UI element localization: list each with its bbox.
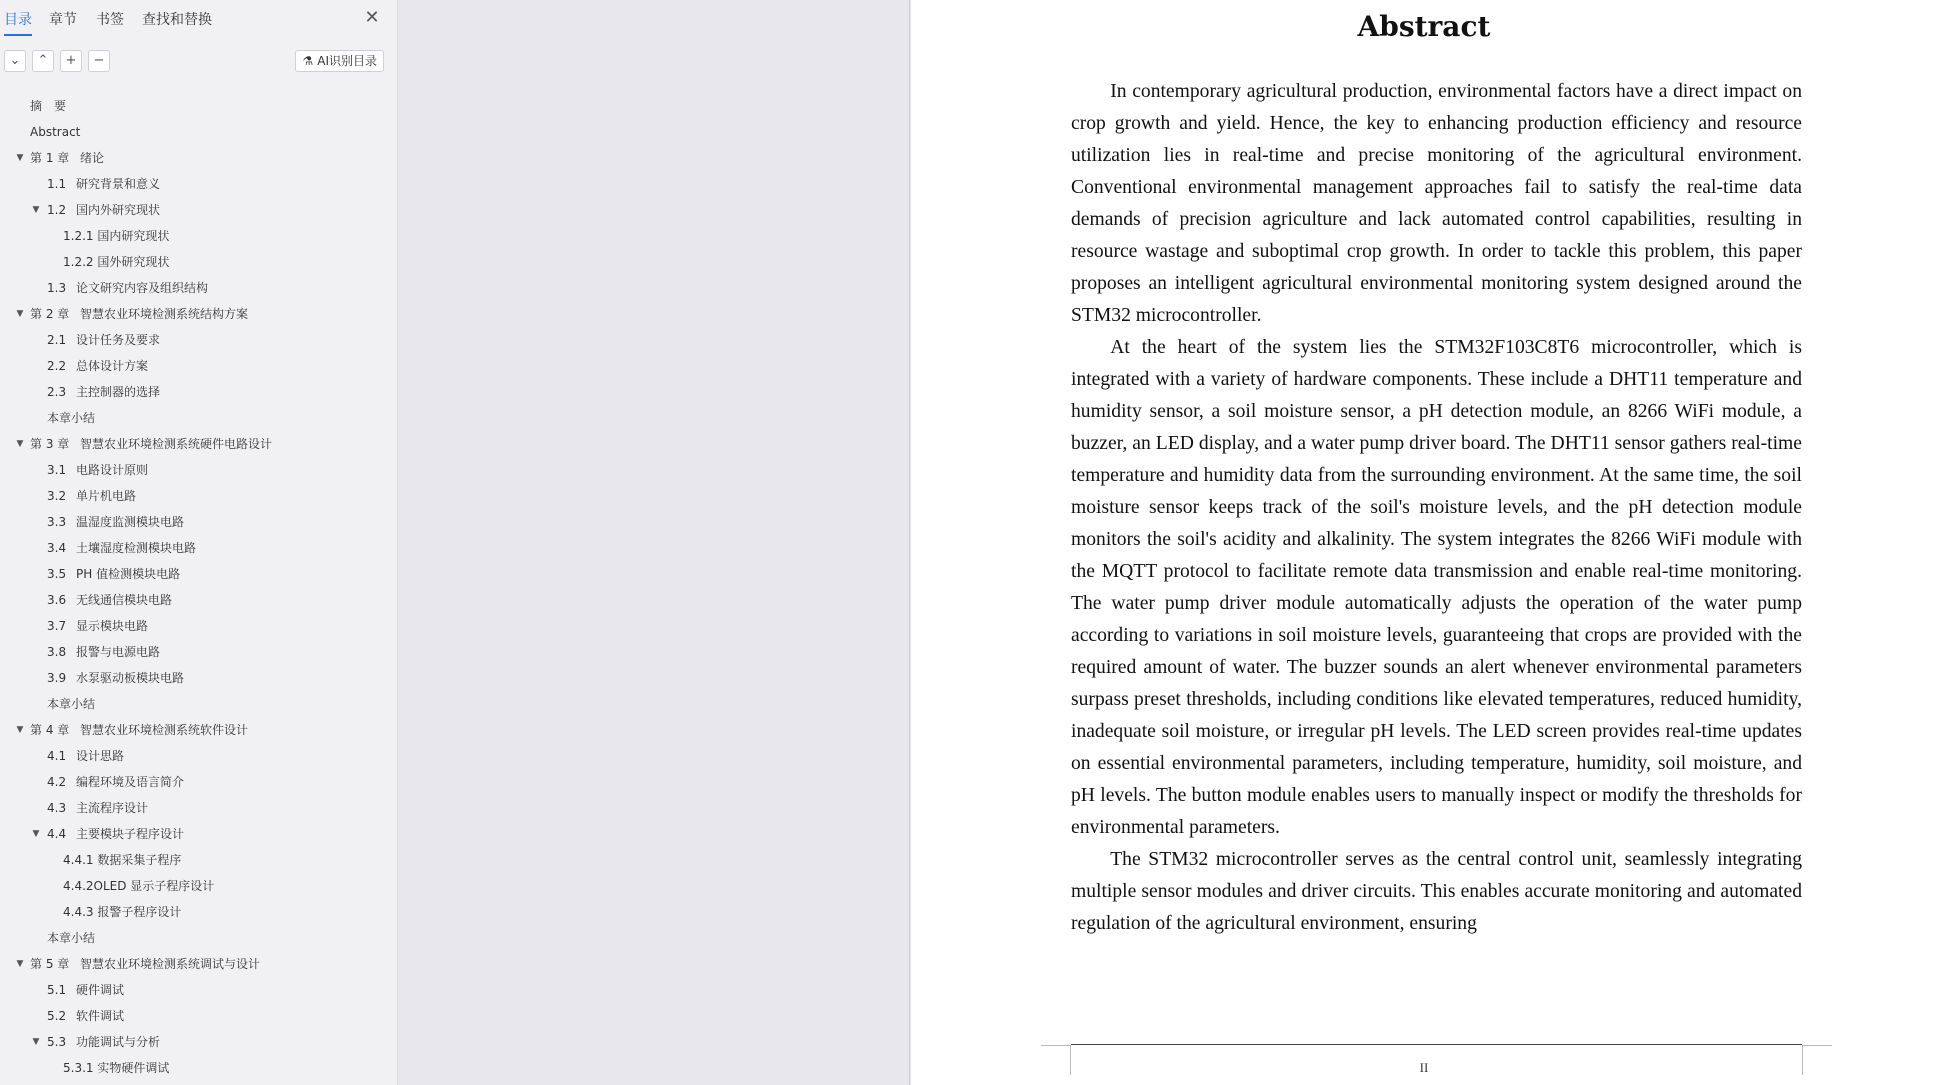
- toc-item-number: 2.1: [47, 333, 67, 347]
- toc-item-number: 3.2: [47, 489, 67, 503]
- toc-item[interactable]: [0, 223, 398, 249]
- toc-sidebar: [0, 0, 398, 1085]
- chevron-down-icon[interactable]: ⌄: [4, 50, 26, 72]
- ai-button-label: AI识别目录: [317, 54, 377, 68]
- toc-item-number: 3.1: [47, 463, 67, 477]
- toc-item-label: 报警与电源电路: [76, 645, 161, 659]
- caret-down-icon[interactable]: ▼: [16, 725, 24, 735]
- toc-item-label: 总体设计方案: [76, 359, 149, 373]
- toc-item-label: 4.4.3 报警子程序设计: [63, 905, 182, 919]
- toc-item-number: 5.3: [47, 1035, 67, 1049]
- toc-item[interactable]: [0, 483, 398, 509]
- toc-item-label: 显示模块电路: [76, 619, 149, 633]
- toc-item-number: 5.2: [47, 1009, 67, 1023]
- toc-item[interactable]: [0, 587, 398, 613]
- toc-item[interactable]: [0, 249, 398, 275]
- toc-item-label: 功能调试与分析: [76, 1035, 161, 1049]
- tab-bookmarks[interactable]: 书签: [96, 12, 124, 28]
- caret-down-icon[interactable]: ▼: [16, 439, 24, 449]
- paragraph: In contemporary agricultural production, environmental factors have a direct impact on crop growth and yield. Hence, the key to enhancing production efficiency and resource utilization lies in real-time and precise monitoring of the agricultural environment. Conventional environmental management approaches fail to satisfy the real-time data demands of precision agriculture and lack automated control capabilities, resulting in resource wastage and suboptimal crop growth. In order to tackle this problem, this paper proposes an intelligent agricultural environmental monitoring system designed around the STM32 microcontroller.: [1071, 81, 1802, 326]
- chevron-up-icon[interactable]: ⌃: [32, 50, 54, 72]
- sidebar-tabs: [0, 0, 398, 36]
- toc-item-number: 3.6: [47, 593, 67, 607]
- toc-item[interactable]: [0, 665, 398, 691]
- toc-item-number: 2.3: [47, 385, 67, 399]
- toc-item[interactable]: [0, 535, 398, 561]
- toc-item-number: 第 1 章: [30, 151, 70, 165]
- toc-item-label: 摘 要: [30, 99, 67, 113]
- toc-item[interactable]: [0, 795, 398, 821]
- toc-item-number: 4.4: [47, 827, 67, 841]
- toc-item-number: 3.3: [47, 515, 67, 529]
- document-page: [911, 0, 1937, 1085]
- workspace-background: [398, 0, 910, 1085]
- toc-item-label: 1.2.1 国内研究现状: [63, 229, 170, 243]
- tab-chapters[interactable]: 章节: [49, 12, 77, 28]
- toc-item[interactable]: [0, 379, 398, 405]
- toc-item[interactable]: [0, 561, 398, 587]
- toc-item[interactable]: [0, 197, 398, 223]
- toc-item[interactable]: [0, 509, 398, 535]
- toc-item[interactable]: [0, 691, 398, 717]
- toc-item-label: 主流程序设计: [76, 801, 149, 815]
- toc-item-number: 1.1: [47, 177, 67, 191]
- caret-down-icon[interactable]: ▼: [16, 309, 24, 319]
- toc-item-number: 1.3: [47, 281, 67, 295]
- toc-item-label: Abstract: [30, 125, 81, 139]
- paragraph: The STM32 microcontroller serves as the central control unit, seamlessly integrating multiple sensor modules and driver circuits. This enables accurate monitoring and automated regulation of the agricultural environment, ensuring: [1071, 849, 1802, 934]
- toc-item[interactable]: [0, 275, 398, 301]
- toc-item[interactable]: [0, 301, 398, 327]
- toc-item-label: 论文研究内容及组织结构: [76, 281, 209, 295]
- toc-item-label: 水泵驱动板模块电路: [76, 671, 185, 685]
- footer-divider: [1071, 1044, 1802, 1045]
- plus-icon[interactable]: +: [60, 50, 82, 72]
- toc-item-label: 本章小结: [47, 697, 96, 711]
- toc-item-number: 5.1: [47, 983, 67, 997]
- toc-item-label: 4.4.2OLED 显示子程序设计: [63, 879, 215, 893]
- tab-toc[interactable]: 目录: [4, 9, 32, 29]
- toc-item[interactable]: [0, 639, 398, 665]
- toc-item-label: 温湿度监测模块电路: [76, 515, 185, 529]
- toc-item[interactable]: [0, 119, 398, 145]
- document-body: [1071, 76, 1802, 940]
- toc-item-label: 电路设计原则: [76, 463, 149, 477]
- toc-item[interactable]: [0, 1055, 398, 1081]
- caret-down-icon[interactable]: ▼: [32, 205, 40, 215]
- toc-item[interactable]: [0, 977, 398, 1003]
- caret-down-icon[interactable]: ▼: [16, 959, 24, 969]
- toc-item[interactable]: [0, 457, 398, 483]
- toc-item[interactable]: [0, 873, 398, 899]
- toc-item-label: 硬件调试: [76, 983, 125, 997]
- toc-item-label: 主控制器的选择: [76, 385, 161, 399]
- toc-item-label: 智慧农业环境检测系统硬件电路设计: [80, 437, 273, 451]
- toc-item-number: 1.2: [47, 203, 67, 217]
- toc-item[interactable]: [0, 951, 398, 977]
- ai-icon: ⚗: [302, 54, 314, 68]
- caret-down-icon[interactable]: ▼: [32, 1037, 40, 1047]
- toc-item-label: 绪论: [80, 151, 105, 165]
- toc-item[interactable]: [0, 613, 398, 639]
- toc-item-label: 软件调试: [76, 1009, 125, 1023]
- toc-item[interactable]: [0, 171, 398, 197]
- toc-item-label: 本章小结: [47, 931, 96, 945]
- toc-item[interactable]: [0, 431, 398, 457]
- toc-item[interactable]: [0, 899, 398, 925]
- toc-item-label: 单片机电路: [76, 489, 137, 503]
- toc-item-label: 主要模块子程序设计: [76, 827, 185, 841]
- toc-item-number: 4.3: [47, 801, 67, 815]
- toc-item[interactable]: [0, 925, 398, 951]
- toc-item[interactable]: [0, 353, 398, 379]
- toc-item-number: 3.4: [47, 541, 67, 555]
- toc-item[interactable]: [0, 1003, 398, 1029]
- page-title: Abstract: [1357, 10, 1491, 43]
- toc-item-number: 3.9: [47, 671, 67, 685]
- toc-item-label: 编程环境及语言简介: [76, 775, 185, 789]
- caret-down-icon[interactable]: ▼: [16, 153, 24, 163]
- toc-item-label: 智慧农业环境检测系统软件设计: [80, 723, 249, 737]
- toc-item[interactable]: [0, 821, 398, 847]
- toc-item[interactable]: [0, 847, 398, 873]
- toc-item-number: 3.8: [47, 645, 67, 659]
- toc-item[interactable]: [0, 327, 398, 353]
- toc-item-label: 土壤湿度检测模块电路: [76, 541, 197, 555]
- toc-item-label: PH 值检测模块电路: [76, 567, 181, 581]
- toc-item[interactable]: [0, 769, 398, 795]
- close-icon[interactable]: ✕: [364, 7, 380, 28]
- minus-icon[interactable]: −: [88, 50, 110, 72]
- toc-item-number: 第 2 章: [30, 307, 70, 321]
- toc-list: [0, 93, 398, 1081]
- tab-find-replace[interactable]: 查找和替换: [142, 12, 212, 28]
- toc-item-label: 5.3.1 实物硬件调试: [63, 1061, 170, 1075]
- toc-item-label: 国内外研究现状: [76, 203, 161, 217]
- toc-toolbar: [0, 50, 398, 76]
- toc-item[interactable]: [0, 717, 398, 743]
- caret-down-icon[interactable]: ▼: [32, 829, 40, 839]
- toc-item-number: 3.7: [47, 619, 67, 633]
- toc-item-label: 研究背景和意义: [76, 177, 161, 191]
- toc-item-number: 3.5: [47, 567, 67, 581]
- toc-item-label: 1.2.2 国外研究现状: [63, 255, 170, 269]
- toc-item-number: 第 5 章: [30, 957, 70, 971]
- toc-item[interactable]: [0, 93, 398, 119]
- toc-item[interactable]: [0, 405, 398, 431]
- toc-item-label: 智慧农业环境检测系统调试与设计: [80, 957, 261, 971]
- toc-item-label: 设计思路: [76, 749, 125, 763]
- toc-item[interactable]: [0, 1029, 398, 1055]
- paragraph: At the heart of the system lies the STM32F103C8T6 microcontroller, which is integrated with a variety of hardware components. These include a DHT11 temperature and humidity sensor, a soil moisture sensor, a pH detection module, an 8266 WiFi module, a buzzer, an LED display, and a water pump driver board. The DHT11 sensor gathers real-time temperature and humidity data from the surrounding environment. At the same time, the soil moisture sensor keeps track of the soil's moisture levels, and the pH detection module monitors the soil's acidity and alkalinity. The system integrates the 8266 WiFi module with the MQTT protocol to facilitate remote data transmission and enable real-time monitoring. The water pump driver module automatically adjusts the operation of the water pump according to variations in soil moisture levels, guaranteeing that crops are provided with the required amount of water. The buzzer sounds an alert whenever environmental parameters surpass preset thresholds, including conditions like elevated temperatures, reduced humidity, inadequate soil moisture, or irregular pH levels. The LED screen provides real-time updates on essential environmental parameters, including temperature, humidity, soil moisture, and pH levels. The button module enables users to manually inspect or modify the thresholds for environmental parameters.: [1071, 337, 1802, 838]
- toc-item-label: 设计任务及要求: [76, 333, 161, 347]
- toc-item-label: 本章小结: [47, 411, 96, 425]
- toc-item-number: 第 4 章: [30, 723, 70, 737]
- toc-item-label: 智慧农业环境检测系统结构方案: [80, 307, 249, 321]
- toc-item-label: 4.4.1 数据采集子程序: [63, 853, 182, 867]
- toc-item-number: 4.2: [47, 775, 67, 789]
- toc-item-label: 无线通信模块电路: [76, 593, 173, 607]
- toc-item-number: 第 3 章: [30, 437, 70, 451]
- toc-item[interactable]: [0, 743, 398, 769]
- page-number: II: [1419, 1060, 1429, 1075]
- toc-item-number: 4.1: [47, 749, 67, 763]
- ai-recognize-toc-button[interactable]: [295, 50, 384, 72]
- toc-item-number: 2.2: [47, 359, 67, 373]
- toc-item[interactable]: [0, 145, 398, 171]
